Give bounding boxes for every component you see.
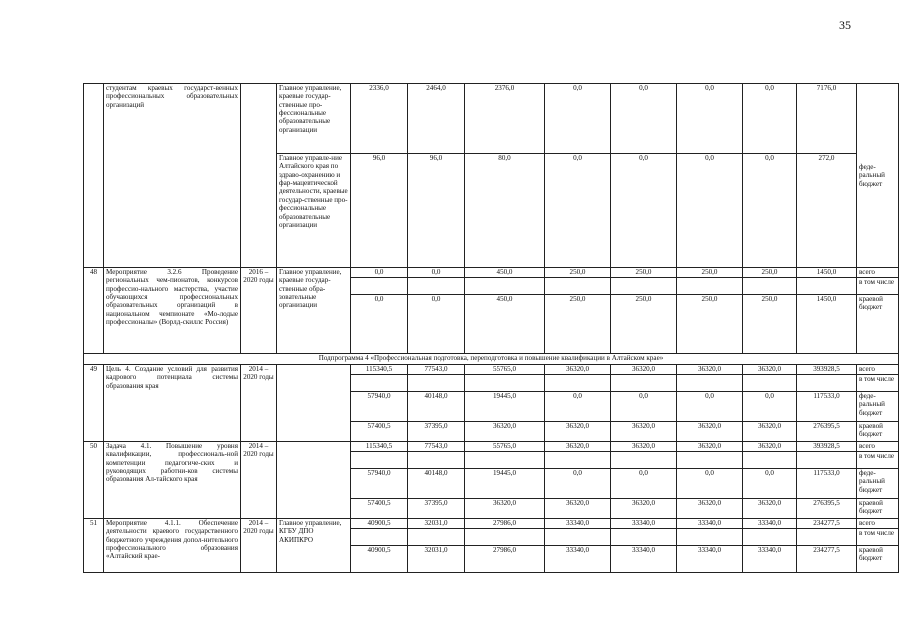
value-cell: 33340,0 — [743, 519, 797, 529]
period-cell: 2016 – 2020 годы — [241, 268, 277, 354]
row-number-cell: 51 — [84, 519, 104, 573]
total-cell: 272,0 — [797, 154, 857, 268]
page-number: 35 — [839, 18, 851, 32]
total-cell: 393928,5 — [797, 442, 857, 452]
total-cell: 276395,5 — [797, 422, 857, 442]
value-cell: 80,0 — [465, 154, 545, 268]
value-cell: 250,0 — [743, 295, 797, 354]
funding-source-cell: всего — [857, 268, 899, 278]
value-cell: 36320,0 — [677, 422, 743, 442]
activity-name-cell: Цель 4. Создание условий для развития кадрового потенциала системы образования края — [104, 365, 241, 442]
total-cell: 234277,5 — [797, 546, 857, 573]
row-number-cell: 48 — [84, 268, 104, 354]
value-cell — [465, 375, 545, 392]
value-cell — [545, 452, 611, 469]
value-cell: 33340,0 — [743, 546, 797, 573]
subprogram-header-row — [84, 354, 899, 365]
executor-cell: Главное управле-ние Алтайского края по здраво-охранению и фар-мацевтической деятельности, краевые государ-ственные про-фессиональные образовательные организации — [277, 154, 351, 268]
value-cell — [408, 278, 465, 295]
value-cell — [545, 375, 611, 392]
value-cell: 36320,0 — [743, 499, 797, 519]
total-cell — [797, 375, 857, 392]
activity-name-cell: Мероприятие 3.2.6 Проведение региональных чем-пионатов, конкурсов профессио-нального мастерства, участие обучающихся профессиональных образовательных организаций в национальном чемпионате «Мо-лодые профессионалы» (Ворлд-скиллс Россия) — [104, 268, 241, 354]
value-cell: 0,0 — [677, 469, 743, 499]
value-cell: 36320,0 — [465, 499, 545, 519]
value-cell: 33340,0 — [545, 519, 611, 529]
executor-cell: Главное управление, КГБУ ДПО АКИПКРО — [277, 519, 351, 573]
value-cell — [743, 529, 797, 546]
value-cell: 19445,0 — [465, 392, 545, 422]
funding-source-cell: в том числе — [857, 529, 899, 546]
table-body — [84, 84, 899, 573]
total-cell: 1450,0 — [797, 295, 857, 354]
period-cell: 2014 – 2020 годы — [241, 442, 277, 519]
value-cell: 32031,0 — [408, 546, 465, 573]
value-cell — [351, 375, 408, 392]
value-cell: 33340,0 — [677, 546, 743, 573]
value-cell: 250,0 — [677, 295, 743, 354]
value-cell: 36320,0 — [611, 499, 677, 519]
value-cell: 40148,0 — [408, 469, 465, 499]
value-cell: 0,0 — [351, 268, 408, 278]
value-cell — [611, 529, 677, 546]
value-cell: 36320,0 — [545, 365, 611, 375]
value-cell: 0,0 — [545, 469, 611, 499]
total-cell: 117533,0 — [797, 469, 857, 499]
value-cell: 40900,5 — [351, 519, 408, 529]
table-row — [84, 268, 899, 278]
funding-source-cell: всего — [857, 365, 899, 375]
value-cell: 57940,0 — [351, 392, 408, 422]
funding-source-cell: всего — [857, 442, 899, 452]
table-row — [84, 442, 899, 452]
value-cell: 0,0 — [611, 154, 677, 268]
value-cell: 27986,0 — [465, 546, 545, 573]
value-cell: 36320,0 — [743, 365, 797, 375]
period-cell — [241, 84, 277, 268]
value-cell: 33340,0 — [611, 546, 677, 573]
total-cell — [797, 278, 857, 295]
value-cell: 77543,0 — [408, 442, 465, 452]
value-cell: 36320,0 — [677, 442, 743, 452]
activity-name-cell: Задача 4.1. Повышение уровня квалификации, профессиональ-ной компетенции педагогиче-ских и руководящих работни-ков системы образования Ал-тайского края — [104, 442, 241, 519]
value-cell: 250,0 — [545, 268, 611, 278]
program-table — [83, 83, 899, 573]
total-cell: 1450,0 — [797, 268, 857, 278]
value-cell: 250,0 — [611, 268, 677, 278]
activity-name-cell: студентам краевых государст-венных профессиональных образовательных организаций — [104, 84, 241, 268]
value-cell — [351, 529, 408, 546]
value-cell: 0,0 — [677, 154, 743, 268]
value-cell — [351, 278, 408, 295]
value-cell — [408, 452, 465, 469]
value-cell: 0,0 — [677, 392, 743, 422]
row-number-cell: 49 — [84, 365, 104, 442]
value-cell — [611, 375, 677, 392]
value-cell: 40900,5 — [351, 546, 408, 573]
value-cell: 0,0 — [611, 469, 677, 499]
value-cell: 115340,5 — [351, 365, 408, 375]
value-cell: 0,0 — [677, 84, 743, 154]
value-cell: 36320,0 — [545, 499, 611, 519]
value-cell — [465, 529, 545, 546]
funding-source-cell: краевой бюджет — [857, 546, 899, 573]
period-cell: 2014 – 2020 годы — [241, 519, 277, 573]
table-row — [84, 519, 899, 529]
value-cell: 250,0 — [677, 268, 743, 278]
value-cell: 0,0 — [351, 295, 408, 354]
funding-source-cell: феде-ральный бюджет — [857, 469, 899, 499]
value-cell: 96,0 — [351, 154, 408, 268]
value-cell: 2376,0 — [465, 84, 545, 154]
funding-source-cell: в том числе — [857, 375, 899, 392]
funding-source-cell: краевой бюджет — [857, 499, 899, 519]
executor-cell — [277, 442, 351, 519]
value-cell — [351, 452, 408, 469]
row-number-cell: 50 — [84, 442, 104, 519]
value-cell: 0,0 — [743, 154, 797, 268]
value-cell: 36320,0 — [677, 365, 743, 375]
value-cell: 0,0 — [743, 84, 797, 154]
value-cell: 32031,0 — [408, 519, 465, 529]
value-cell: 0,0 — [743, 392, 797, 422]
value-cell — [743, 375, 797, 392]
funding-source-cell: всего — [857, 519, 899, 529]
value-cell — [677, 452, 743, 469]
value-cell: 2336,0 — [351, 84, 408, 154]
value-cell: 33340,0 — [611, 519, 677, 529]
funding-source-cell: в том числе — [857, 278, 899, 295]
value-cell: 96,0 — [408, 154, 465, 268]
value-cell: 55765,0 — [465, 365, 545, 375]
value-cell — [611, 278, 677, 295]
executor-cell: Главное управление, краевые государ-ственные про-фессиональные образовательные организации — [277, 84, 351, 154]
value-cell — [465, 278, 545, 295]
value-cell: 450,0 — [465, 268, 545, 278]
value-cell: 36320,0 — [545, 422, 611, 442]
funding-source-cell: феде-ральный бюджет — [857, 392, 899, 422]
value-cell: 55765,0 — [465, 442, 545, 452]
value-cell — [677, 529, 743, 546]
value-cell: 40148,0 — [408, 392, 465, 422]
value-cell: 0,0 — [545, 392, 611, 422]
subprogram-title: Подпрограмма 4 «Профессиональная подготовка, переподготовка и повышение квалификации в Алтайском крае» — [84, 354, 899, 365]
value-cell: 27986,0 — [465, 519, 545, 529]
total-cell: 276395,5 — [797, 499, 857, 519]
value-cell — [611, 452, 677, 469]
value-cell: 36320,0 — [465, 422, 545, 442]
value-cell: 57400,5 — [351, 499, 408, 519]
total-cell — [797, 529, 857, 546]
value-cell: 0,0 — [545, 84, 611, 154]
value-cell: 250,0 — [743, 268, 797, 278]
executor-cell: Главное управление, краевые государ-ственные обра-зовательные организации — [277, 268, 351, 354]
total-cell: 117533,0 — [797, 392, 857, 422]
value-cell — [465, 452, 545, 469]
value-cell: 57940,0 — [351, 469, 408, 499]
value-cell — [677, 375, 743, 392]
value-cell: 36320,0 — [611, 422, 677, 442]
value-cell: 0,0 — [743, 469, 797, 499]
total-cell — [797, 452, 857, 469]
value-cell: 115340,5 — [351, 442, 408, 452]
value-cell: 36320,0 — [743, 422, 797, 442]
value-cell: 33340,0 — [677, 519, 743, 529]
value-cell: 36320,0 — [743, 442, 797, 452]
table-row — [84, 84, 899, 154]
period-cell: 2014 – 2020 годы — [241, 365, 277, 442]
value-cell: 33340,0 — [545, 546, 611, 573]
activity-name-cell: Мероприятие 4.1.1. Обеспечение деятельности краевого государственного бюджетного учреждения допол-нительного профессионального образования «Алтайский крае- — [104, 519, 241, 573]
value-cell: 19445,0 — [465, 469, 545, 499]
value-cell: 0,0 — [408, 295, 465, 354]
total-cell: 234277,5 — [797, 519, 857, 529]
value-cell — [743, 452, 797, 469]
value-cell: 0,0 — [611, 84, 677, 154]
value-cell — [743, 278, 797, 295]
funding-source-cell: краевой бюджет — [857, 422, 899, 442]
funding-source-cell: в том числе — [857, 452, 899, 469]
value-cell: 450,0 — [465, 295, 545, 354]
value-cell — [545, 529, 611, 546]
value-cell: 250,0 — [611, 295, 677, 354]
row-number-cell — [84, 84, 104, 268]
value-cell: 36320,0 — [611, 365, 677, 375]
value-cell: 0,0 — [408, 268, 465, 278]
executor-cell — [277, 365, 351, 442]
value-cell: 57400,5 — [351, 422, 408, 442]
value-cell — [408, 529, 465, 546]
funding-source-cell: краевой бюджет — [857, 295, 899, 354]
value-cell — [677, 278, 743, 295]
value-cell: 2464,0 — [408, 84, 465, 154]
funding-source-cell: феде-ральный бюджет — [857, 84, 899, 268]
value-cell — [545, 278, 611, 295]
total-cell: 393928,5 — [797, 365, 857, 375]
table-row — [84, 365, 899, 375]
total-cell: 7176,0 — [797, 84, 857, 154]
value-cell: 36320,0 — [611, 442, 677, 452]
value-cell: 36320,0 — [677, 499, 743, 519]
value-cell: 77543,0 — [408, 365, 465, 375]
value-cell: 0,0 — [545, 154, 611, 268]
value-cell — [408, 375, 465, 392]
value-cell: 37395,0 — [408, 422, 465, 442]
value-cell: 250,0 — [545, 295, 611, 354]
value-cell: 0,0 — [611, 392, 677, 422]
value-cell: 37395,0 — [408, 499, 465, 519]
value-cell: 36320,0 — [545, 442, 611, 452]
